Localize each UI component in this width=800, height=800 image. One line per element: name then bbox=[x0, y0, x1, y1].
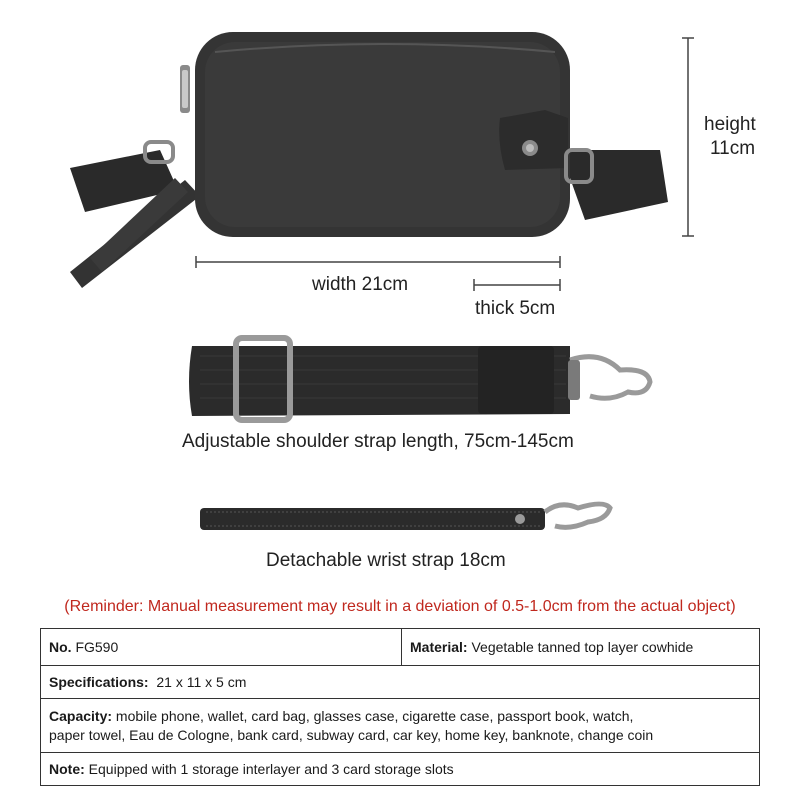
note-label: Note: bbox=[49, 760, 85, 777]
width-dimension-line bbox=[196, 256, 560, 268]
no-value: FG590 bbox=[75, 638, 119, 655]
table-row bbox=[41, 699, 760, 753]
shoulder-strap-caption: Adjustable shoulder strap length, 75cm-145cm bbox=[182, 431, 574, 452]
height-value: 11cm bbox=[710, 138, 756, 159]
strap-hook bbox=[570, 357, 650, 399]
wrist-strap-rivet bbox=[515, 514, 525, 524]
table-row bbox=[41, 753, 760, 786]
wrist-strap-caption: Detachable wrist strap 18cm bbox=[266, 550, 506, 571]
capacity-value-line1: mobile phone, wallet, card bag, glasses case, cigarette case, passport book, watch, bbox=[115, 707, 634, 724]
note-value: Equipped with 1 storage interlayer and 3 card storage slots bbox=[88, 760, 454, 777]
capacity-label: Capacity: bbox=[49, 707, 113, 724]
wrist-strap-image bbox=[0, 490, 800, 540]
measurement-reminder: (Reminder: Manual measurement may result in a deviation of 0.5-1.0cm from the actual object) bbox=[64, 598, 736, 615]
note-cell bbox=[41, 753, 760, 786]
specifications-value: 21 x 11 x 5 cm bbox=[156, 673, 247, 690]
width-label: width 21cm bbox=[312, 274, 409, 295]
table-row bbox=[41, 629, 760, 666]
capacity-value-line2: paper towel, Eau de Cologne, bank card, subway card, car key, home key, banknote, change coin bbox=[49, 726, 654, 743]
height-dimension-line bbox=[682, 38, 694, 236]
spec-table bbox=[40, 628, 760, 786]
specifications-label: Specifications: bbox=[49, 673, 149, 690]
material-value: Vegetable tanned top layer cowhide bbox=[471, 638, 694, 655]
table-row bbox=[41, 666, 760, 699]
wrist-strap-hook bbox=[545, 504, 610, 527]
material-label: Material: bbox=[410, 638, 468, 655]
no-cell bbox=[41, 629, 402, 666]
bag-side-flap bbox=[499, 110, 568, 170]
specifications-cell bbox=[41, 666, 760, 699]
shoulder-strap-image bbox=[0, 330, 800, 430]
bag-strap-right bbox=[560, 150, 668, 220]
no-label: No. bbox=[49, 638, 72, 655]
height-label: height bbox=[704, 114, 756, 135]
capacity-cell bbox=[41, 699, 760, 753]
thick-dimension-line bbox=[474, 279, 560, 291]
thick-label: thick 5cm bbox=[475, 298, 556, 319]
strap-leather-tab bbox=[478, 346, 554, 414]
material-cell bbox=[402, 629, 760, 666]
